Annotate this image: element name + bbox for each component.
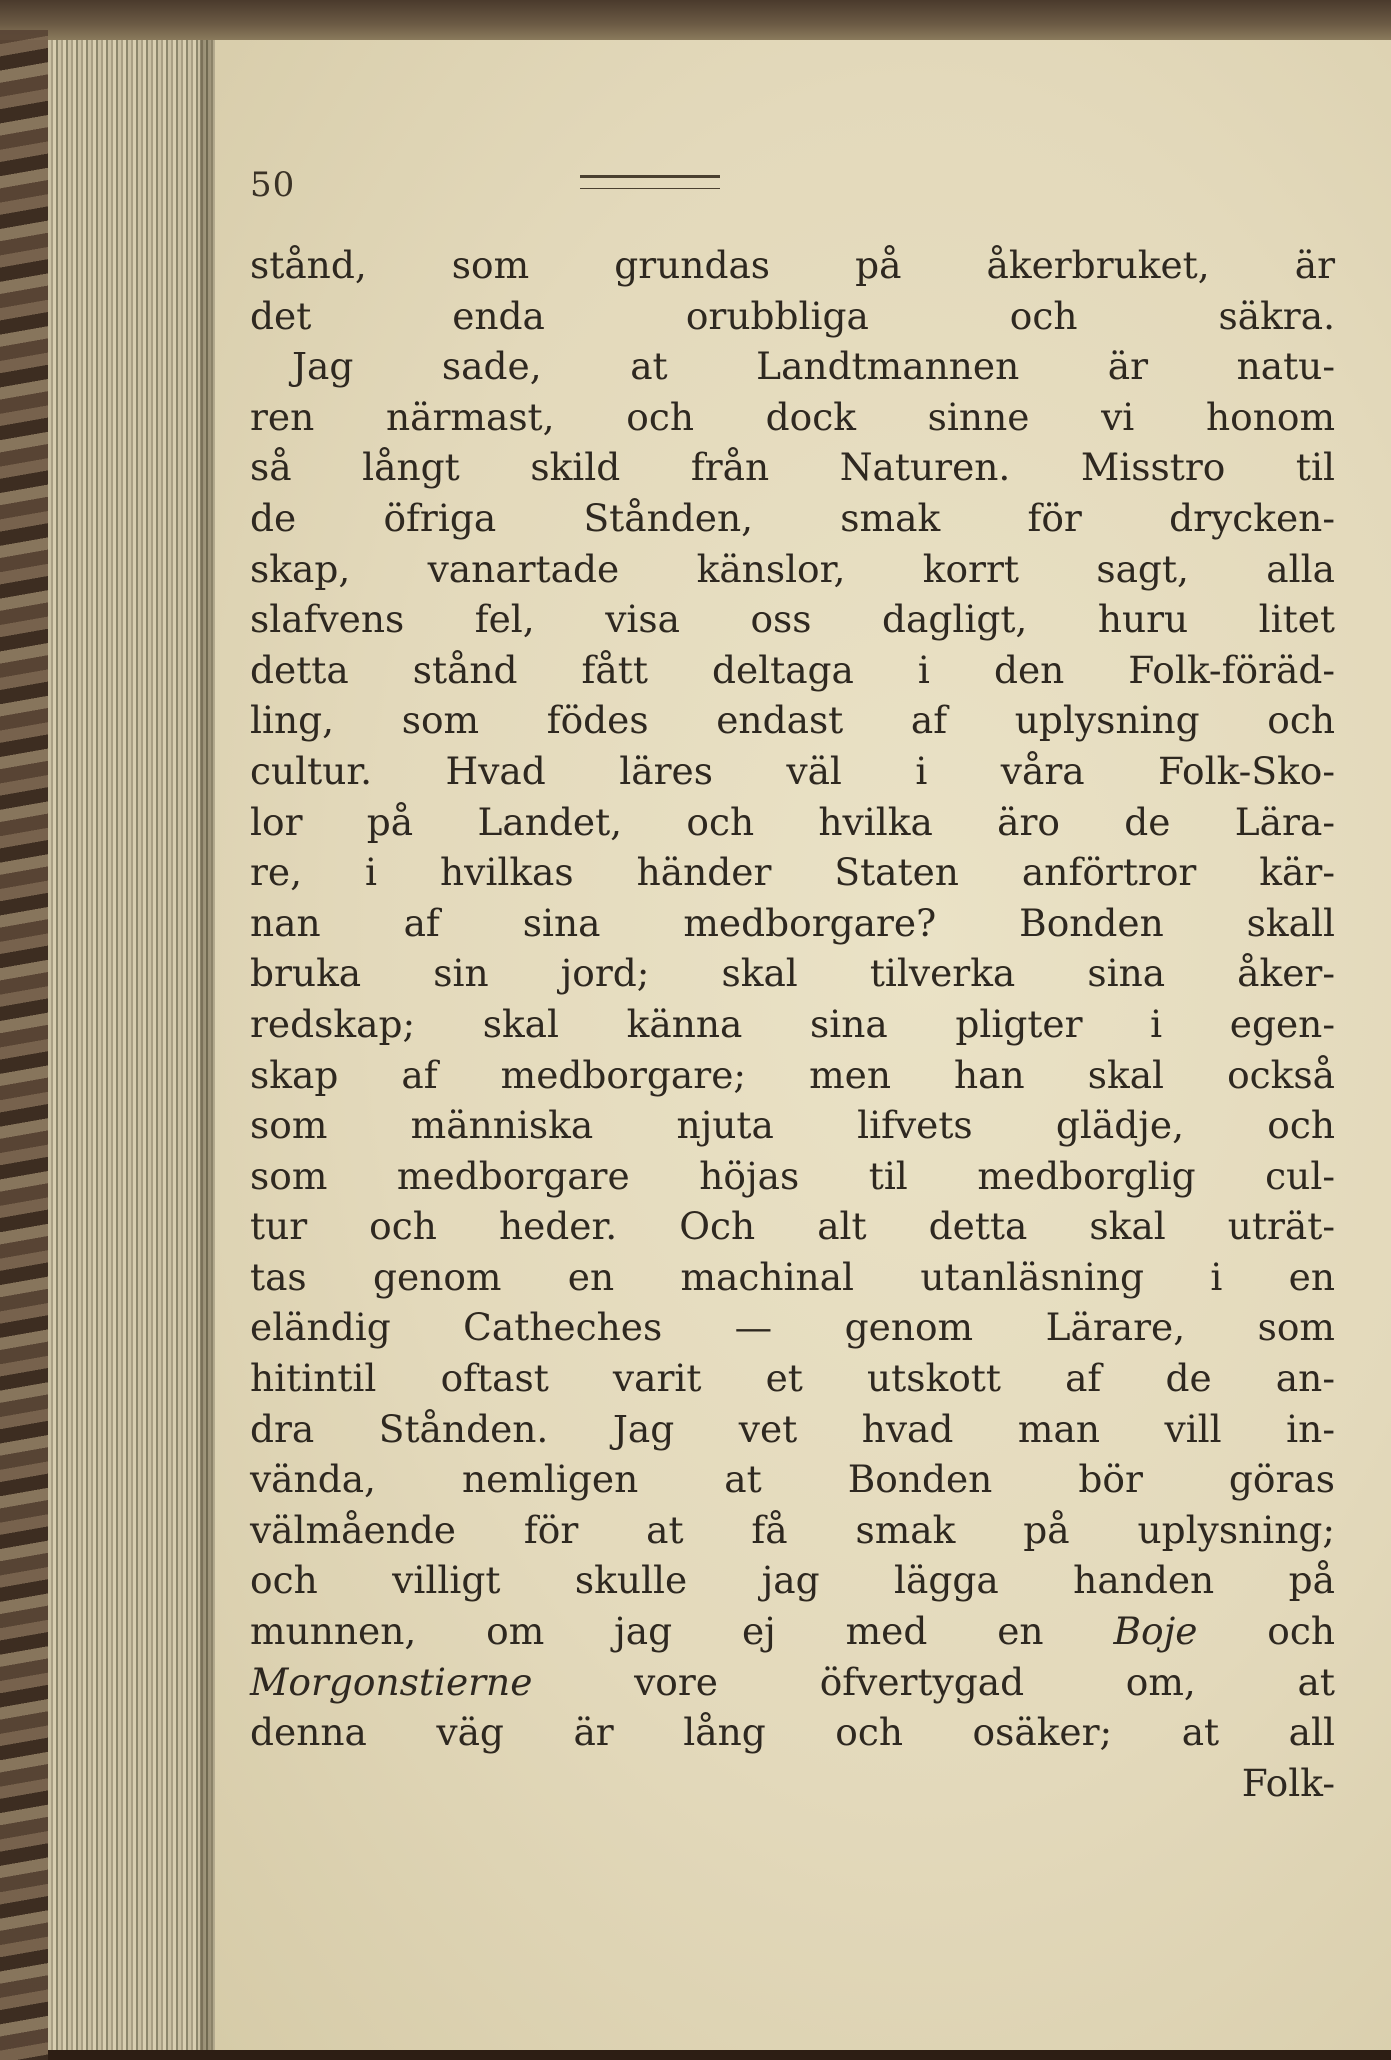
text-line-content: re, i hvilkas händer Staten anförtror kär- xyxy=(250,850,1335,895)
text-line-content: redskap; skal känna sina pligter i egen- xyxy=(250,1001,1335,1046)
text-line-content: ren närmast, och dock sinne vi honom xyxy=(250,394,1335,439)
text-line-tail: vore öfvertygad om, at xyxy=(532,1659,1335,1704)
text-line-tail: och xyxy=(1197,1609,1335,1654)
page-number: 50 xyxy=(250,165,296,205)
italic-name: Boje xyxy=(1113,1609,1198,1654)
text-line-content: som människa njuta lifvets glädje, och xyxy=(250,1103,1335,1148)
text-line xyxy=(250,847,1335,898)
text-line-content: slafvens fel, visa oss dagligt, huru litet xyxy=(250,597,1335,642)
text-line xyxy=(250,1201,1335,1252)
page-header xyxy=(250,135,1050,205)
text-line-content: cultur. Hvad läres väl i våra Folk-Sko- xyxy=(250,748,1335,793)
body-text xyxy=(250,240,1335,1808)
text-line xyxy=(250,291,1335,342)
text-line xyxy=(250,1707,1335,1758)
text-line-content: som medborgare höjas til medborglig cul- xyxy=(250,1153,1335,1198)
text-line xyxy=(250,1050,1335,1101)
text-line-content: lor på Landet, och hvilka äro de Lära- xyxy=(250,799,1335,844)
text-line xyxy=(250,594,1335,645)
text-line-content: och villigt skulle jag lägga handen på xyxy=(250,1558,1335,1603)
text-line xyxy=(250,1151,1335,1202)
text-line xyxy=(250,1302,1335,1353)
ornament-rule xyxy=(580,175,720,189)
text-line xyxy=(250,240,1335,291)
text-line xyxy=(250,645,1335,696)
text-line-content: dra Stånden. Jag vet hvad man vill in- xyxy=(250,1406,1335,1451)
marbled-cover-board xyxy=(0,30,48,2060)
text-line xyxy=(250,1758,1335,1809)
text-line xyxy=(250,442,1335,493)
text-line xyxy=(250,1606,1335,1657)
text-line xyxy=(250,1454,1335,1505)
text-line xyxy=(250,695,1335,746)
text-line xyxy=(250,1555,1335,1606)
facing-leaf-edge xyxy=(0,0,1391,40)
text-line-content: Folk- xyxy=(1241,1760,1335,1805)
text-line-content: vända, nemligen at Bonden bör göras xyxy=(250,1457,1335,1502)
text-line-content: det enda orubbliga och säkra. xyxy=(250,293,1335,338)
text-line xyxy=(250,1505,1335,1556)
text-line-content: munnen, om jag ej med en xyxy=(250,1609,1114,1654)
text-line-content: nan af sina medborgare? Bonden skall xyxy=(250,900,1335,945)
text-line xyxy=(250,544,1335,595)
text-line-content: eländig Catheches — genom Lärare, som xyxy=(250,1305,1335,1350)
text-line-content: ling, som födes endast af uplysning och xyxy=(250,698,1335,743)
text-line-content: tur och heder. Och alt detta skal uträt- xyxy=(250,1204,1335,1249)
text-line xyxy=(250,898,1335,949)
text-line-content: denna väg är lång och osäker; at all xyxy=(250,1710,1335,1755)
text-line xyxy=(250,746,1335,797)
text-line-content: tas genom en machinal utanläsning i en xyxy=(250,1254,1335,1299)
text-line-content: Jag sade, at Landtmannen är natu- xyxy=(292,344,1335,389)
text-line xyxy=(250,341,1335,392)
text-line xyxy=(250,1657,1335,1708)
text-line xyxy=(250,1100,1335,1151)
italic-name: Morgonstierne xyxy=(250,1659,533,1704)
text-line-content: hitintil oftast varit et utskott af de an- xyxy=(250,1356,1335,1401)
text-line-content: skap af medborgare; men han skal också xyxy=(250,1052,1335,1097)
text-line xyxy=(250,1353,1335,1404)
text-line-content: så långt skild från Naturen. Misstro til xyxy=(250,445,1335,490)
text-line xyxy=(250,1404,1335,1455)
text-line-content: bruka sin jord; skal tilverka sina åker- xyxy=(250,951,1335,996)
text-line-content: de öfriga Stånden, smak för drycken- xyxy=(250,495,1335,540)
text-line-content: stånd, som grundas på åkerbruket, är xyxy=(250,243,1335,287)
text-line xyxy=(250,1252,1335,1303)
text-line-content: skap, vanartade känslor, korrt sagt, alla xyxy=(250,546,1335,591)
text-line xyxy=(250,999,1335,1050)
text-line xyxy=(250,948,1335,999)
text-line xyxy=(250,392,1335,443)
text-line-content: välmående för at få smak på uplysning; xyxy=(250,1507,1335,1552)
text-line-content: detta stånd fått deltaga i den Folk-föräd- xyxy=(250,647,1335,692)
text-line xyxy=(250,493,1335,544)
text-line xyxy=(250,797,1335,848)
page-stack-edges xyxy=(48,40,218,2050)
